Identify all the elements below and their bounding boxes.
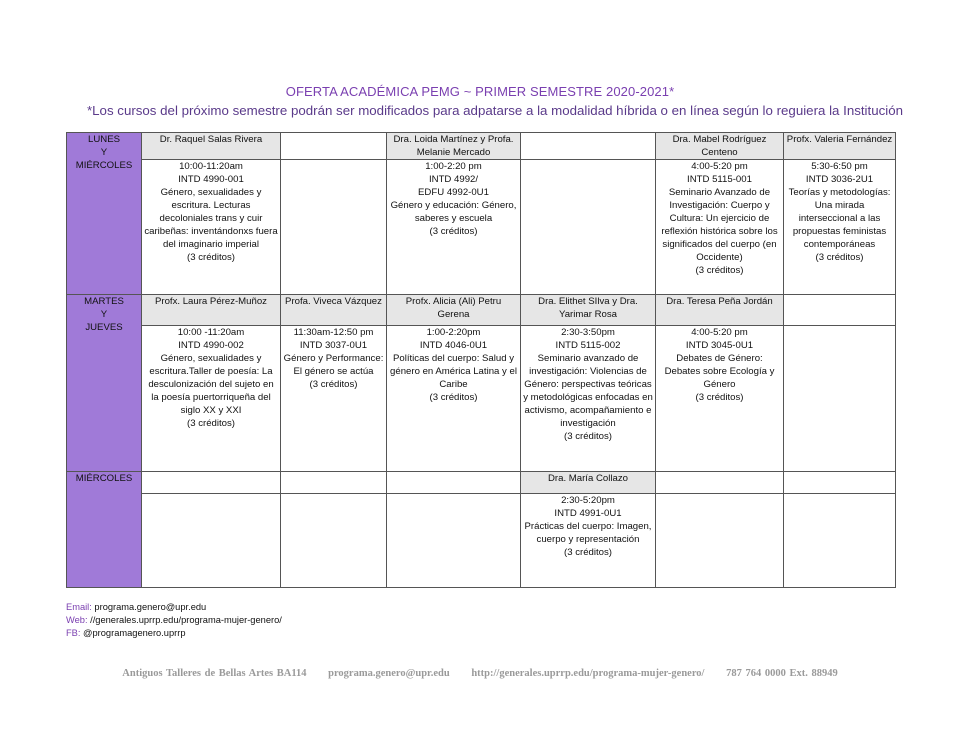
course-cell: 4:00-5:20 pm INTD 3045-0U1 Debates de Género: Debates sobre Ecología y Género (3 créditos) — [656, 326, 784, 472]
course-cell: 2:30-5:20pm INTD 4991-0U1 Prácticas del cuerpo: Imagen, cuerpo y representación (3 créditos) — [521, 494, 656, 588]
instructor-cell: Profx. Laura Pérez-Muñoz — [142, 295, 281, 326]
course-cell — [784, 326, 896, 472]
email-label: Email: — [66, 602, 92, 612]
instructor-cell — [784, 295, 896, 326]
course-cell: 2:30-3:50pm INTD 5115-002 Seminario avanzado de investigación: Violencias de Género: perspectivas teóricas y metodológicas enfocadas en activismo, acompañamiento e investigación (3 créditos) — [521, 326, 656, 472]
instructor-cell — [521, 133, 656, 160]
course-cell: 5:30-6:50 pm INTD 3036-2U1 Teorías y metodologías: Una mirada interseccional a las propuestas feministas contemporáneas (3 créditos) — [784, 160, 896, 295]
footer-phone: 787 764 0000 Ext. 88949 — [726, 668, 838, 679]
instructor-cell — [387, 472, 521, 494]
course-row — [67, 494, 896, 588]
instructor-cell — [281, 133, 387, 160]
day-cell: LUNES Y MIÉRCOLES — [67, 133, 142, 295]
instructor-cell: Profx. Alicia (Ali) Petru Gerena — [387, 295, 521, 326]
course-cell: 4:00-5:20 pm INTD 5115-001 Seminario Avanzado de Investigación: Cuerpo y Cultura: Un ejercicio de reflexión histórica sobre los significados del cuerpo (en Occidente) (3 créditos) — [656, 160, 784, 295]
instructor-row — [67, 472, 896, 494]
page-subtitle: *Los cursos del próximo semestre podrán ser modificados para adpatarse a la modalidad híbrida o en línea según lo reguiera la Institución — [86, 103, 903, 118]
web-link[interactable]: //generales.uprrp.edu/programa-mujer-genero/ — [87, 615, 282, 625]
footer-email: programa.genero@upr.edu — [328, 668, 450, 679]
course-cell — [521, 160, 656, 295]
course-cell — [656, 494, 784, 588]
fb-link[interactable]: @programagenero.uprrp — [80, 628, 186, 638]
course-cell — [281, 494, 387, 588]
page-title: OFERTA ACADÉMICA PEMG ~ PRIMER SEMESTRE 2020-2021* — [285, 84, 675, 99]
instructor-cell — [784, 472, 896, 494]
instructor-cell — [656, 472, 784, 494]
course-cell — [784, 494, 896, 588]
course-cell — [281, 160, 387, 295]
web-label: Web: — [66, 615, 88, 625]
course-cell: 10:00-11:20am INTD 4990-001 Género, sexualidades y escritura. Lecturas decoloniales trans y cuir caribeñas: inventándonxs fuera del imaginario imperial (3 créditos) — [142, 160, 281, 295]
course-cell: 10:00 -11:20am INTD 4990-002 Género, sexualidades y escritura.Taller de poesía: La desculonización del sujeto en la poesía puertorriqueña del siglo XX y XXI (3 créditos) — [142, 326, 281, 472]
footer-address: Antiguos Talleres de Bellas Artes BA114 — [122, 668, 307, 679]
course-cell: 11:30am-12:50 pm INTD 3037-0U1 Género y Performance: El género se actúa (3 créditos) — [281, 326, 387, 472]
instructor-cell: Dra. Elithet SIlva y Dra. Yarimar Rosa — [521, 295, 656, 326]
instructor-cell: Dra. Loida Martínez y Profa. Melanie Mercado — [387, 133, 521, 160]
instructor-cell: Profx. Valeria Fernández — [784, 133, 896, 160]
day-cell: MARTES Y JUEVES — [67, 295, 142, 472]
course-row — [67, 160, 896, 295]
instructor-cell — [281, 472, 387, 494]
footer-url: http://generales.uprrp.edu/programa-mujer-genero/ — [471, 668, 705, 679]
course-cell — [142, 494, 281, 588]
instructor-cell — [142, 472, 281, 494]
instructor-cell: Dra. María Collazo — [521, 472, 656, 494]
course-cell — [387, 494, 521, 588]
course-cell: 1:00-2:20 pm INTD 4992/ EDFU 4992-0U1 Género y educación: Género, saberes y escuela (3 créditos) — [387, 160, 521, 295]
day-cell: MIÉRCOLES — [67, 472, 142, 588]
instructor-cell: Dr. Raquel Salas Rivera — [142, 133, 281, 160]
contact-info — [66, 601, 282, 640]
instructor-row — [67, 133, 896, 160]
instructor-row — [67, 295, 896, 326]
course-cell: 1:00-2:20pm INTD 4046-0U1 Políticas del cuerpo: Salud y género en América Latina y el Caribe (3 créditos) — [387, 326, 521, 472]
instructor-cell: Dra. Mabel Rodríguez Centeno — [656, 133, 784, 160]
email-link[interactable]: programa.genero@upr.edu — [91, 602, 207, 612]
page-footer — [0, 668, 960, 679]
schedule-table — [66, 132, 896, 588]
instructor-cell: Dra. Teresa Peña Jordán — [656, 295, 784, 326]
fb-label: FB: — [66, 628, 81, 638]
course-row — [67, 326, 896, 472]
instructor-cell: Profa. Viveca Vázquez — [281, 295, 387, 326]
